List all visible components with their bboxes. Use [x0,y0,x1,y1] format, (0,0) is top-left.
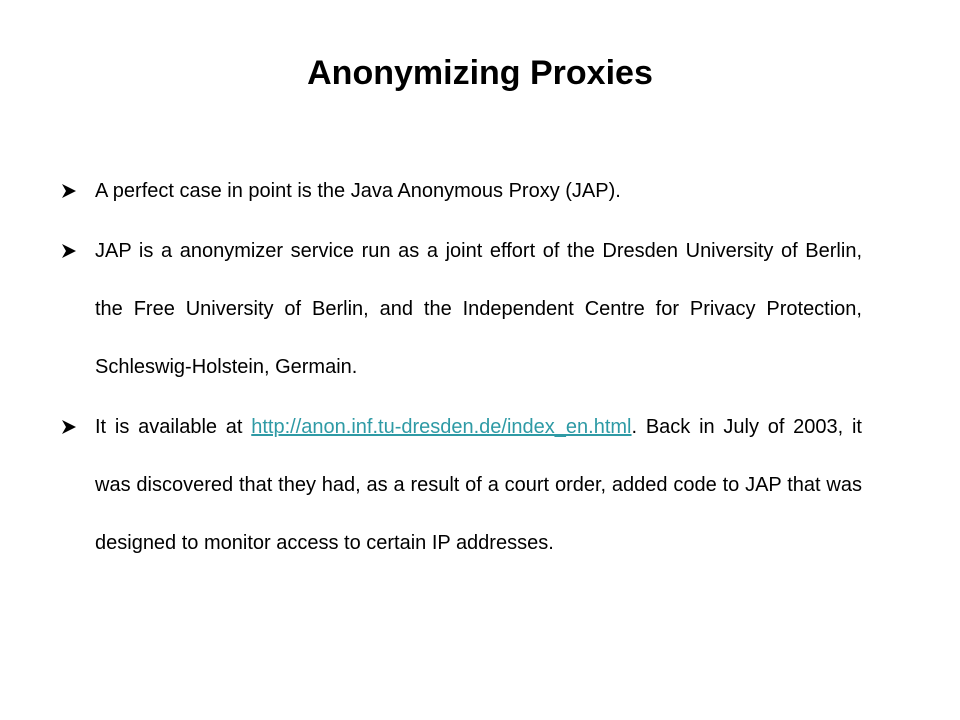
bullet-text: JAP is a anonymizer service run as a joint effort of the Dresden University of Berlin, the Free University of Berlin, and the Independent Centre for Privacy Protection, Schleswig-Holstein, Germain. [95,240,862,378]
jap-url-link[interactable]: http://anon.inf.tu-dresden.de/index_en.html [251,416,632,438]
bullet-list [60,162,862,574]
bullet-item [60,222,862,396]
bullet-text-before-link: It is available at [95,416,252,438]
arrowhead-bullet-icon [60,182,78,200]
bullet-text-after-link: . Back in July of 2003, it was discovered that they had, as a result of a court order, added code to JAP that was designed to monitor access to certain IP addresses. [95,416,862,554]
bullet-item [60,162,862,220]
slide-title: Anonymizing Proxies [307,54,653,92]
bullet-text: A perfect case in point is the Java Anonymous Proxy (JAP). [95,180,621,202]
arrowhead-bullet-icon [60,418,78,436]
bullet-item [60,398,862,572]
arrowhead-bullet-icon [60,242,78,260]
